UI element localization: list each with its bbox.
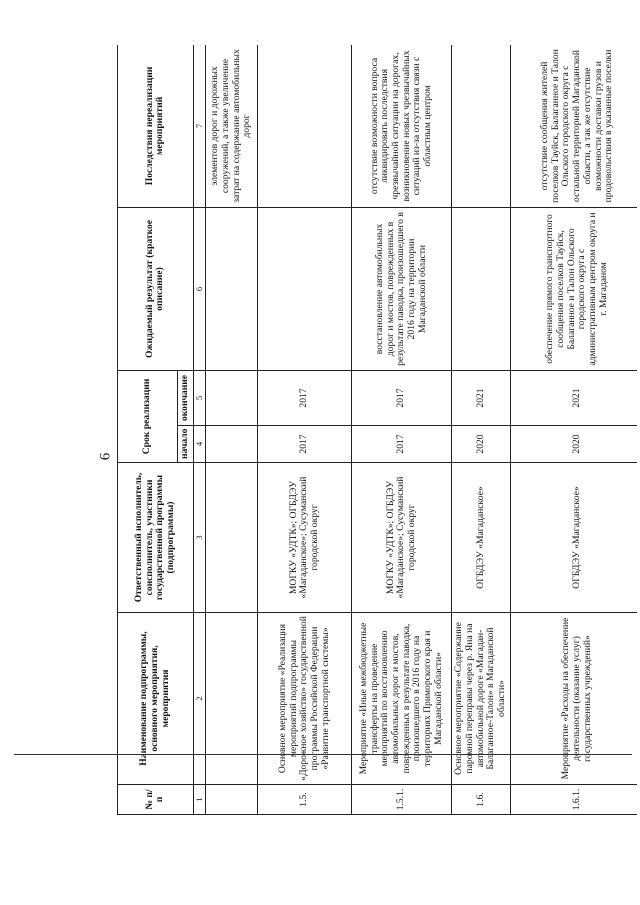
table-row-continuation — [206, 45, 258, 815]
header-executor: Ответственный исполнитель, соисполнитель, участники государственной программы (подпрограммы) — [118, 463, 194, 613]
row-name: Основное мероприятие «Содержание паромной переправы через р. Яна на автомобильной дороге «Магадан-Балаганное-Талон» в Магаданской области» — [452, 613, 511, 785]
row-num: 1.5. — [258, 785, 352, 815]
column-number: 3 — [193, 463, 206, 613]
row-executor: ОГБДЭУ «Магаданское» — [452, 463, 511, 613]
row-consequences — [258, 45, 352, 207]
row-start: 2020 — [510, 426, 637, 463]
column-number: 6 — [193, 207, 206, 370]
row-result — [258, 207, 352, 370]
row-end: 2021 — [452, 370, 511, 425]
header-result: Ожидаемый результат (краткое описание) — [118, 207, 194, 370]
row-consequences — [452, 45, 511, 207]
table-row — [510, 45, 637, 815]
row-executor: МОГКУ «УДТК»; ОГБДЭУ «Магаданское»; Сусуманский городской округ — [352, 463, 452, 613]
header-end: окончание — [178, 370, 194, 425]
table-cell — [206, 613, 258, 785]
header-num: № п/п — [118, 785, 194, 815]
table-cell — [206, 207, 258, 370]
row-consequences: отсутствие возможности вопроса ликвидировать последствия чрезвычайной ситуации на дорогах, возникновение новых чрезвычайных ситуаций из-за отсутствия связи с областным центром — [352, 45, 452, 207]
row-result: восстановление автомобильных дорог и мостов, поврежденных в результате паводка, произошедшего в 2016 году на территории Магаданской области — [352, 207, 452, 370]
table-cell — [206, 426, 258, 463]
continuation-consequences: элементов дорог и дорожных сооружений, а также увеличение затрат на содержание автомобильных дорог — [206, 45, 258, 207]
header-term: Срок реализации — [118, 370, 178, 462]
column-number: 2 — [193, 613, 206, 785]
column-number: 5 — [193, 370, 206, 425]
row-result — [452, 207, 511, 370]
table-cell — [206, 785, 258, 815]
row-result: обеспечение прямого транспортного сообщения поселков Тауйск, Балаганное и Талон Ольского городского округа с административным центром округа и г. Магаданом — [510, 207, 637, 370]
row-executor: ОГБДЭУ «Магаданское» — [510, 463, 637, 613]
row-start: 2017 — [258, 426, 352, 463]
column-number: 7 — [193, 45, 206, 207]
table-cell — [206, 463, 258, 613]
row-start: 2020 — [452, 426, 511, 463]
row-num: 1.6.1. — [510, 785, 637, 815]
rotated-table-sheet — [117, 45, 637, 815]
row-end: 2017 — [352, 370, 452, 425]
column-number: 4 — [193, 426, 206, 463]
activities-table — [117, 45, 637, 815]
row-consequences: отсутствие сообщения жителей поселков Тауйск, Балаганное и Талон Ольского городского округа с остальной территорией Магаданской области, а так же отсутствие возможности доставки грузов и продовольствия в указанные поселки — [510, 45, 637, 207]
row-end: 2017 — [258, 370, 352, 425]
column-number: 1 — [193, 785, 206, 815]
page-number: 6 — [97, 452, 114, 461]
header-consequences: Последствия нереализации мероприятий — [118, 45, 194, 207]
row-end: 2021 — [510, 370, 637, 425]
header-start: начало — [178, 426, 194, 463]
row-num: 1.6. — [452, 785, 511, 815]
table-row — [258, 45, 352, 815]
footer-divider — [14, 754, 632, 755]
row-name: Мероприятие «Расходы на обеспечение деятельности (оказание услуг) государственных учреждений» — [510, 613, 637, 785]
row-num: 1.5.1. — [352, 785, 452, 815]
table-cell — [206, 370, 258, 425]
row-start: 2017 — [352, 426, 452, 463]
row-name: Основное мероприятие «Реализация мероприятий подпрограммы «Дорожное хозяйство» государственной программы Российской Федерации «Развитие транспортной системы» — [258, 613, 352, 785]
header-name: Наименование подпрограммы, основного мероприятия, мероприятия — [118, 613, 194, 785]
table-row — [452, 45, 511, 815]
column-number-row — [193, 45, 206, 815]
table-header-row — [118, 45, 178, 815]
row-executor: МОГКУ «УДТК»; ОГБДЭУ «Магаданское»; Сусуманский городской округ — [258, 463, 352, 613]
table-row — [352, 45, 452, 815]
row-name: Мероприятие «Иные межбюджетные трансферты на проведение мероприятий по восстановлению автомобильных дорог и мостов, поврежденных в результате паводка, произошедшего в 2016 году на территориях Приморского края и Магаданской области» — [352, 613, 452, 785]
